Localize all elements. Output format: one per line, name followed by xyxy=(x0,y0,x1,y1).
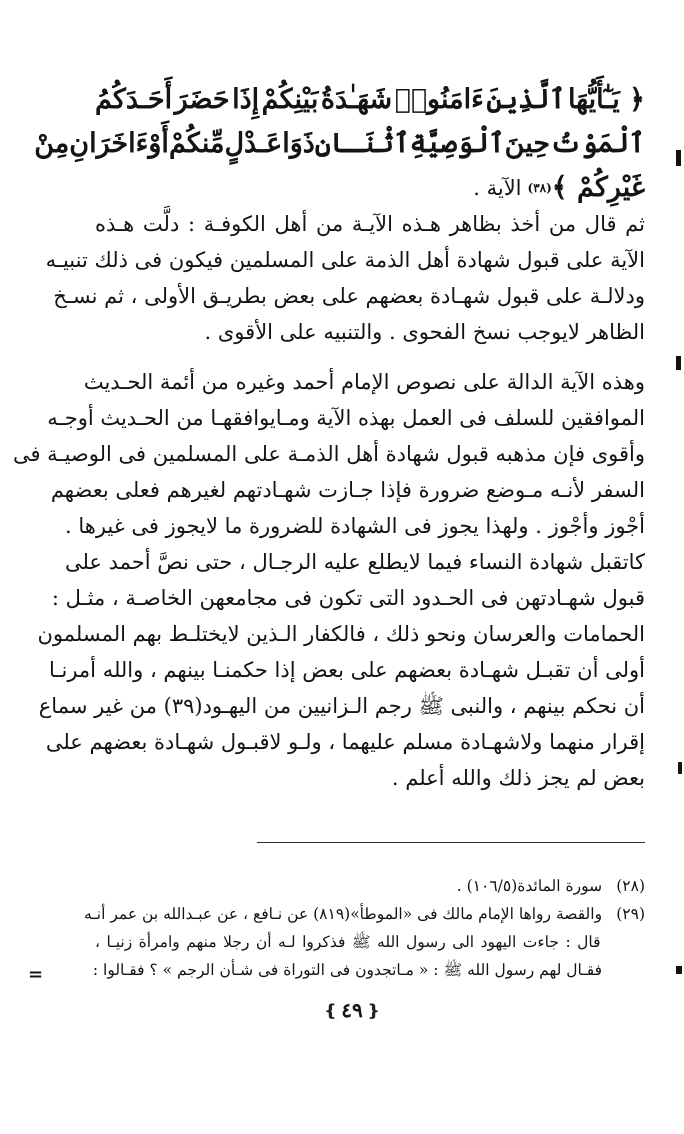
text-line: ثم قال من أخذ بظاهر هـذه الآيـة من أهل الكوفـة : دلَّت هـذه xyxy=(95,212,645,236)
ornament-icon: ❵ xyxy=(323,1000,338,1020)
footnote-ref[interactable]: (٣٨) xyxy=(527,181,552,195)
text-line: وأقوى فإن مذهبه قبول شهادة أهل الذمـة على المسلمين فى الوصيـة فى xyxy=(12,442,645,466)
text-line: قبول شهـادتهن فى الحـدود التى تكون فى مجامعهن الخاصـة ، مثـل : xyxy=(51,586,645,610)
ornament-icon: ❴ xyxy=(366,1000,381,1020)
text-line: السفر لأنـه مـوضع ضرورة فإذا جـازت شهـادتهم لغيرهم فعلى بعضهم xyxy=(50,478,645,502)
footnote-28 xyxy=(95,872,645,900)
footnote-29-line xyxy=(95,928,645,956)
paragraph xyxy=(45,206,645,350)
footnote-divider xyxy=(257,842,645,843)
scan-mark xyxy=(678,762,682,774)
footnote-text: فقـال لهم رسول الله ﷺ : « مـاتجدون فى التوراة فى شـأن الرجم » ؟ فقـالوا : xyxy=(92,961,603,979)
footnote-text: سورة المائدة(١٠٦/٥) . xyxy=(456,877,603,895)
text-line: كاتقبل شهادة النساء فيما لايطلع عليه الرجـال ، حتى نصَّ أحمد على xyxy=(64,550,645,574)
verse-line: غَيْرِكُمْ ﴾ (٣٨) الآية . xyxy=(95,166,645,210)
scan-mark xyxy=(676,356,681,370)
text-line: إقرار منهما ولاشهـادة مسلم عليهما ، ولـو لاقبـول شهـادة بعضهم على xyxy=(45,730,645,754)
text-line: أجْوز وأجْوز . ولهذا يجوز فى الشهادة للضرورة ما لايجوز فى غيرها . xyxy=(65,514,645,538)
text-line: الموافقين للسلف فى العمل بهذه الآية ومـايوافقهـا من الحـديث أوجـه xyxy=(47,406,645,430)
footnote-number: (٢٩) xyxy=(616,905,645,923)
text-line: الحمامات والعرسان ونحو ذلك ، فالكفار الـذين لايختلـط بهم المسلمون xyxy=(37,622,645,646)
continuation-mark: = xyxy=(28,964,44,985)
footnote-number: (٢٨) xyxy=(616,877,645,895)
verse-line: ﴿ يَـٰٓأَيُّهَا ٱلَّذِينَ ءَامَنُوا۟ شَهَـٰدَةُ بَيْنِكُمْ إِذَا حَضَرَ أَحَـدَكُمُ xyxy=(95,84,645,115)
scan-mark xyxy=(676,966,682,974)
text-line: ودلالـة على قبول شهـادة بعضهم على بعض بطريـق الأولى ، ثم نسـخ xyxy=(53,284,645,308)
text-line: بعض لم يجز ذلك والله أعلم . xyxy=(391,766,645,790)
text-line: أولى أن تقبـل شهـادة بعضهم على بعض إذا حكمنـا بينهم ، والله أمرنـا xyxy=(48,658,645,682)
scan-mark xyxy=(676,150,681,166)
paragraph xyxy=(12,364,645,796)
page-number: ٤٩ xyxy=(341,998,363,1022)
text-line: الظاهر لايوجب نسخ الفحوى . والتنبيه على الأقوى . xyxy=(204,320,645,344)
footnote-29 xyxy=(83,900,645,928)
footnotes xyxy=(83,872,645,984)
text-line: وهذه الآية الدالة على نصوص الإمام أحمد وغيره من أئمة الحـديث xyxy=(83,370,645,394)
text-line: الآية على قبول شهادة أهل الذمة على المسلمين فيكون فى ذلك تنبيـه xyxy=(45,248,645,272)
footnote-text: قال : جاءت اليهود الى رسول الله ﷺ فذكروا لـه أن رجلا منهم وامرأة زنيـا ، xyxy=(95,933,601,951)
footnote-29-line xyxy=(92,956,645,984)
text-line: أن نحكم بينهم ، والنبى ﷺ رجم الـزانيين من اليهـود(٣٩) من غير سماع xyxy=(38,694,645,718)
footnote-text: والقصة رواها الإمام مالك فى «الموطأ»(٨١٩) عن نـافع ، عن عبـدالله بن عمر أنـه xyxy=(83,905,603,923)
verse-line: ٱلْمَوْتُ حِينَ ٱلْوَصِيَّةِ ٱثْنَـانِ ذَوَا عَـدْلٍ مِّنكُمْ أَوْ ءَاخَرَانِ مِنْ xyxy=(34,128,645,159)
body-text xyxy=(12,206,645,810)
page-number-block xyxy=(312,995,392,1025)
quran-verse xyxy=(34,78,645,210)
